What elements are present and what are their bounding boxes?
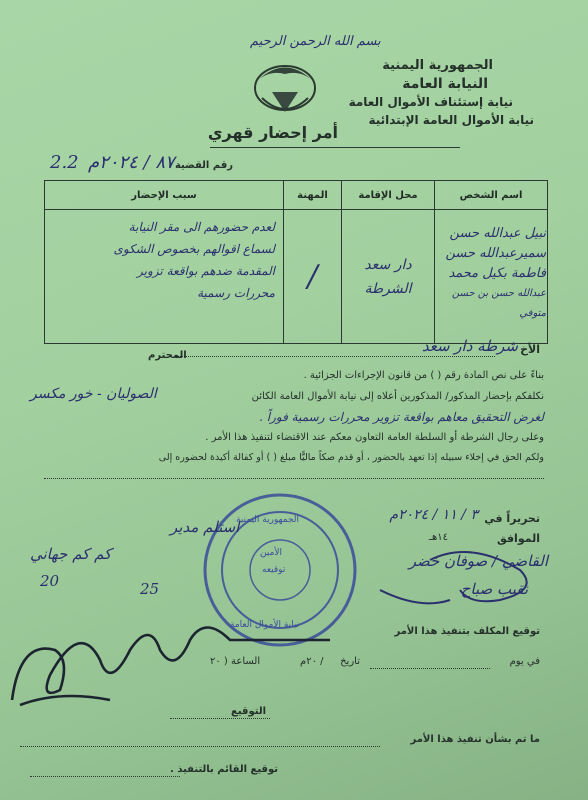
col-reason: سبب الإحضار	[45, 181, 284, 210]
stamp-top-text: الجمهورية اليمنية	[236, 515, 300, 525]
reason-line: لعدم حضورهم الى مقر النيابة	[128, 220, 275, 234]
side-note-2: كم كم جهاني	[30, 545, 112, 563]
police-text: وعلى رجال الشرطة أو السلطة العامة التعاون معكم عند الاقتضاء لتنفيذ هذا الأمر .	[205, 432, 544, 443]
addressee-prefix: الأخ	[520, 343, 540, 356]
person-name: فاطمة بكيل محمد	[448, 266, 546, 281]
case-year-value: 2.2	[50, 152, 79, 173]
office-line-2: نيابة الأموال العامة الإبتدائية	[368, 113, 534, 127]
residence-value: الشرطة	[364, 280, 412, 297]
respected-label: المحترم	[148, 350, 187, 361]
purpose-text: لغرض التحقيق معاهم بواقعة تزوير محررات رسمية فوراً .	[259, 410, 544, 424]
issuer-name: القاضي / صوفان خضر	[408, 552, 548, 570]
order-text: نكلفكم بإحضار المذكور/ المذكورين أعلاه إلى نيابة الأموال العامة الكائن	[251, 391, 544, 402]
col-profession: المهنة	[284, 181, 342, 210]
release-line	[44, 478, 544, 479]
signature-line	[170, 718, 270, 719]
side-note-1: استلم مدير	[170, 518, 240, 536]
stamp-inner-text: توقيعه	[262, 565, 286, 575]
issuer-subtitle: نقيب صباح	[460, 580, 528, 598]
authority-name: النيابة العامة	[402, 76, 488, 92]
case-number-label: رقم القضية	[174, 160, 233, 171]
reason-line: محررات رسمية	[197, 286, 275, 300]
person-name: سميرعبدالله حسن	[445, 246, 546, 261]
table-row	[45, 210, 548, 344]
hijri-suffix: ١٤هـ	[429, 532, 448, 543]
title-divider	[210, 147, 460, 148]
persons-table	[44, 180, 548, 344]
col-residence: محل الإقامة	[342, 181, 435, 210]
stamp-mid-text: الأمين	[260, 548, 283, 558]
date-label: تاريخ	[340, 656, 360, 667]
residence-value: دار سعد	[364, 256, 412, 273]
order-place: الصوليان - خور مكسر	[30, 386, 157, 402]
written-date: ٣ / ١١ / ٢٠٢٤م	[389, 507, 478, 523]
agreement-label: الموافق	[496, 532, 540, 545]
execution-line	[20, 746, 380, 747]
case-number-value: ٨٧ / ٢٠٢٤م	[88, 152, 175, 173]
profession-value: /	[307, 259, 318, 294]
side-note-3: 20	[40, 572, 60, 590]
hour-label: الساعة ( ٢٠	[210, 656, 261, 667]
stamp-bottom-text: نيابة الأموال العامة	[230, 620, 300, 630]
side-note-4: 25	[140, 580, 160, 598]
person-name: نبيل عبدالله حسن	[449, 226, 546, 241]
signature-label: التوقيع	[231, 706, 266, 717]
day-line	[370, 668, 490, 669]
reason-line: لسماع اقوالهم بخصوص الشكوى	[113, 242, 275, 256]
country-name: الجمهورية اليمنية	[382, 58, 493, 73]
officer-signature-label: توقيع المكلف بتنفيذ هذا الأمر	[394, 626, 540, 637]
addressee-value: شرطة دار سعد	[421, 337, 518, 355]
order-title: أمر إحضار قهري	[207, 123, 338, 142]
year-hint: / ٢٠م	[300, 656, 324, 667]
addressee-line	[175, 356, 495, 357]
col-person-name: اسم الشخص	[435, 181, 548, 210]
reason-line: المقدمة ضدهم بواقعة تزوير	[137, 264, 275, 278]
yemen-eagle-emblem-icon	[255, 66, 315, 112]
person-name: عبدالله حسن بن حسن متوفي	[451, 288, 546, 319]
signature-scribble-icon	[12, 628, 330, 706]
legal-basis-text: بناءً على نص المادة رقم ( ) من قانون الإجراءات الجزائية .	[303, 370, 544, 381]
executor-signature-label: توقيع القائم بالتنفيذ .	[170, 764, 278, 775]
release-text: ولكم الحق في إخلاء سبيله إذا تعهد بالحضور ، أو قدم صكاً ماليًّا مبلغ ( ) أو كفالة أكيدة لحضوره إلى	[158, 452, 544, 463]
bismillah: بسم الله الرحمن الرحيم	[250, 34, 381, 49]
execution-label: ما تم بشأن تنفيذ هذا الأمر	[410, 734, 540, 745]
day-label: في يوم	[509, 656, 540, 667]
table-header-row	[45, 181, 548, 210]
written-label: تحريراً في	[484, 512, 540, 525]
office-line-1: نيابة إستئناف الأموال العامة	[348, 95, 513, 109]
executor-signature-line	[30, 776, 180, 777]
